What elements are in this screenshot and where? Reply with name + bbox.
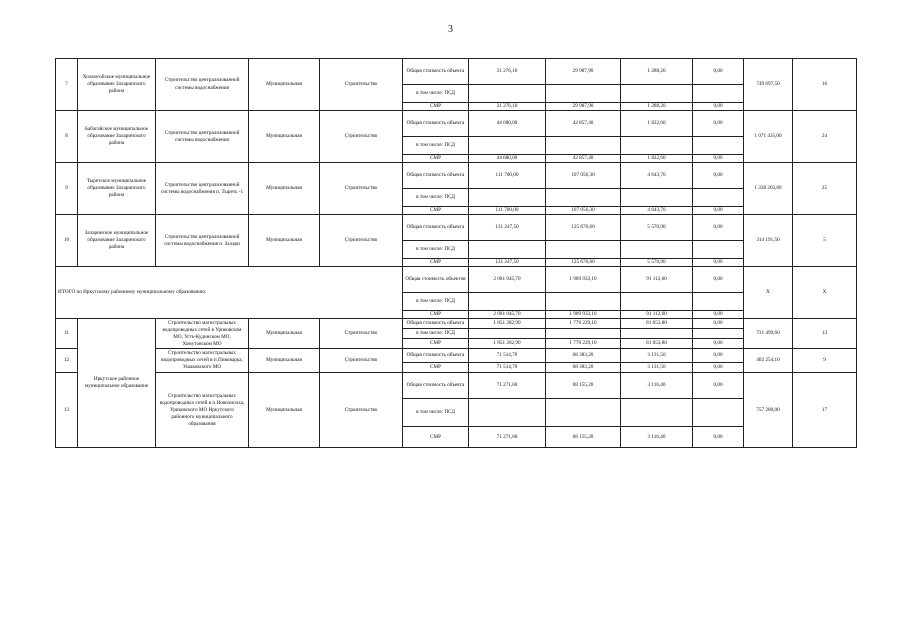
last-value-cell: 25 bbox=[793, 163, 857, 215]
regional-funds-cell bbox=[621, 85, 693, 103]
federal-funds-cell: 1 770 229,10 bbox=[546, 319, 621, 329]
table-row bbox=[56, 215, 857, 241]
regional-funds-cell: 3 131,50 bbox=[621, 349, 693, 363]
municipality-cell: Бабагайское муниципальное образование Заларинского района bbox=[78, 111, 156, 163]
cost-line-label: Общая стоимость объекта bbox=[403, 373, 469, 399]
regional-funds-cell: 91 112,60 bbox=[621, 267, 693, 293]
work-type-cell: Строительство bbox=[320, 111, 403, 163]
regional-funds-cell bbox=[621, 189, 693, 207]
cost-line-label: Общая стоимость объектов bbox=[403, 267, 469, 293]
ownership-cell: Муниципальная bbox=[249, 373, 320, 448]
federal-funds-cell: 29 987,90 bbox=[546, 59, 621, 85]
federal-funds-cell bbox=[546, 329, 621, 339]
regional-funds-cell: 1 822,60 bbox=[621, 155, 693, 163]
regional-funds-cell bbox=[621, 241, 693, 259]
local-funds-cell: 0,00 bbox=[693, 363, 744, 373]
federal-funds-cell: 107 056,30 bbox=[546, 207, 621, 215]
row-number: 10 bbox=[56, 215, 78, 267]
last-value-cell: 13 bbox=[793, 319, 857, 349]
total-last-cell: X bbox=[793, 267, 857, 319]
capacity-cell: 402 254,10 bbox=[744, 349, 793, 373]
row-number: 9 bbox=[56, 163, 78, 215]
local-funds-cell: 0,00 bbox=[693, 207, 744, 215]
total-label: ИТОГО по Иркутскому районному муниципальному образованию: bbox=[56, 267, 403, 319]
row-number: 8 bbox=[56, 111, 78, 163]
regional-funds-cell bbox=[621, 329, 693, 339]
local-funds-cell: 0,00 bbox=[693, 163, 744, 189]
capacity-cell: 1 338 203,80 bbox=[744, 163, 793, 215]
federal-funds-cell: 68 155,20 bbox=[546, 373, 621, 399]
ownership-cell: Муниципальная bbox=[249, 215, 320, 267]
investment-table bbox=[55, 58, 857, 448]
federal-funds-cell: 107 056,30 bbox=[546, 163, 621, 189]
municipality-cell: Холмогойское муниципальное образование Заларинского района bbox=[78, 59, 156, 111]
municipality-cell: Иркутское районное муниципальное образование bbox=[78, 319, 156, 448]
table-row bbox=[56, 163, 857, 189]
local-funds-cell bbox=[693, 399, 744, 427]
work-type-cell: Строительство bbox=[320, 373, 403, 448]
local-funds-cell: 0,00 bbox=[693, 311, 744, 319]
federal-funds-cell bbox=[546, 293, 621, 311]
regional-funds-cell: 1 288,20 bbox=[621, 59, 693, 85]
federal-funds-cell: 1 989 933,10 bbox=[546, 311, 621, 319]
federal-funds-cell bbox=[546, 241, 621, 259]
total-cost-cell bbox=[469, 241, 546, 259]
cost-line-label: Общая стоимость объекта bbox=[403, 111, 469, 137]
regional-funds-cell: 4 643,70 bbox=[621, 163, 693, 189]
total-capacity-cell: X bbox=[744, 267, 793, 319]
object-name-cell: Строительство магистральных водопроводных сетей в Уриковском МО, Усть-Кудинском МО, Хомутовском МО bbox=[156, 319, 249, 349]
cost-line-label: СМР bbox=[403, 259, 469, 267]
cost-line-label: в том числе: ПСД bbox=[403, 189, 469, 207]
local-funds-cell: 0,00 bbox=[693, 259, 744, 267]
total-cost-cell bbox=[469, 399, 546, 427]
federal-funds-cell: 42 857,40 bbox=[546, 111, 621, 137]
cost-line-label: в том числе: ПСД bbox=[403, 85, 469, 103]
federal-funds-cell: 1 770 229,10 bbox=[546, 339, 621, 349]
cost-line-label: СМР bbox=[403, 207, 469, 215]
cost-line-label: СМР bbox=[403, 155, 469, 163]
ownership-cell: Муниципальная bbox=[249, 163, 320, 215]
regional-funds-cell bbox=[621, 293, 693, 311]
local-funds-cell: 0,00 bbox=[693, 427, 744, 448]
cost-line-label: СМР bbox=[403, 363, 469, 373]
cost-line-label: в том числе: ПСД bbox=[403, 399, 469, 427]
regional-funds-cell: 81 053,80 bbox=[621, 339, 693, 349]
row-number: 7 bbox=[56, 59, 78, 111]
regional-funds-cell: 3 116,40 bbox=[621, 427, 693, 448]
cost-line-label: в том числе: ПСД bbox=[403, 137, 469, 155]
regional-funds-cell: 5 570,90 bbox=[621, 259, 693, 267]
local-funds-cell: 0,00 bbox=[693, 319, 744, 329]
total-cost-cell: 111 700,00 bbox=[469, 163, 546, 189]
cost-line-label: СМР bbox=[403, 339, 469, 349]
total-cost-cell bbox=[469, 293, 546, 311]
capacity-cell: 749 697,50 bbox=[744, 59, 793, 111]
object-name-cell: Строительство централизованной системы водоснабжения п. Тыреть -1 bbox=[156, 163, 249, 215]
page-number: 3 bbox=[448, 24, 453, 35]
work-type-cell: Строительство bbox=[320, 215, 403, 267]
federal-funds-cell: 68 383,20 bbox=[546, 349, 621, 363]
local-funds-cell: 0,00 bbox=[693, 103, 744, 111]
local-funds-cell bbox=[693, 293, 744, 311]
federal-funds-cell bbox=[546, 137, 621, 155]
last-value-cell: 5 bbox=[793, 215, 857, 267]
local-funds-cell bbox=[693, 241, 744, 259]
regional-funds-cell: 1 822,60 bbox=[621, 111, 693, 137]
total-cost-cell: 111 700,00 bbox=[469, 207, 546, 215]
object-name-cell: Строительство централизованной системы водоснабжения bbox=[156, 59, 249, 111]
total-cost-cell: 1 851 282,90 bbox=[469, 319, 546, 329]
cost-line-label: СМР bbox=[403, 427, 469, 448]
regional-funds-cell bbox=[621, 399, 693, 427]
federal-funds-cell bbox=[546, 189, 621, 207]
federal-funds-cell: 1 989 933,10 bbox=[546, 267, 621, 293]
regional-funds-cell: 4 643,70 bbox=[621, 207, 693, 215]
total-cost-cell: 71 271,60 bbox=[469, 373, 546, 399]
total-cost-cell: 44 680,00 bbox=[469, 155, 546, 163]
local-funds-cell: 0,00 bbox=[693, 215, 744, 241]
row-number: 11 bbox=[56, 319, 78, 349]
total-cost-cell bbox=[469, 329, 546, 339]
capacity-cell: 757 280,00 bbox=[744, 373, 793, 448]
total-cost-cell: 2 081 045,70 bbox=[469, 311, 546, 319]
cost-line-label: Общая стоимость объекта bbox=[403, 215, 469, 241]
local-funds-cell bbox=[693, 85, 744, 103]
municipality-cell: Заларинское муниципальное образование Заларинского района bbox=[78, 215, 156, 267]
regional-funds-cell bbox=[621, 137, 693, 155]
regional-funds-cell: 1 288,20 bbox=[621, 103, 693, 111]
object-name-cell: Строительство магистральных водопроводных сетей в п.Пивоварка, Ушаковского МО bbox=[156, 349, 249, 373]
last-value-cell: 16 bbox=[793, 59, 857, 111]
capacity-cell: 731 499,60 bbox=[744, 319, 793, 349]
cost-line-label: в том числе: ПСД bbox=[403, 329, 469, 339]
cost-line-label: в том числе: ПСД bbox=[403, 241, 469, 259]
table-row bbox=[56, 111, 857, 137]
cost-line-label: Общая стоимость объекта bbox=[403, 163, 469, 189]
ownership-cell: Муниципальная bbox=[249, 59, 320, 111]
capacity-cell: 1 071 435,00 bbox=[744, 111, 793, 163]
federal-funds-cell bbox=[546, 399, 621, 427]
last-value-cell: 9 bbox=[793, 349, 857, 373]
regional-funds-cell: 81 053,80 bbox=[621, 319, 693, 329]
table-row bbox=[56, 59, 857, 85]
federal-funds-cell: 125 676,60 bbox=[546, 259, 621, 267]
work-type-cell: Строительство bbox=[320, 59, 403, 111]
object-name-cell: Строительство централизованной системы водоснабжения bbox=[156, 111, 249, 163]
total-cost-cell: 71 514,70 bbox=[469, 363, 546, 373]
total-cost-cell: 2 081 045,70 bbox=[469, 267, 546, 293]
regional-funds-cell: 91 112,60 bbox=[621, 311, 693, 319]
total-row bbox=[56, 267, 857, 293]
work-type-cell: Строительство bbox=[320, 349, 403, 373]
ownership-cell: Муниципальная bbox=[249, 349, 320, 373]
cost-line-label: в том числе: ПСД bbox=[403, 293, 469, 311]
total-cost-cell: 131 247,50 bbox=[469, 215, 546, 241]
total-cost-cell bbox=[469, 85, 546, 103]
federal-funds-cell: 68 155,20 bbox=[546, 427, 621, 448]
total-cost-cell: 1 851 282,90 bbox=[469, 339, 546, 349]
local-funds-cell: 0,00 bbox=[693, 339, 744, 349]
local-funds-cell: 0,00 bbox=[693, 267, 744, 293]
capacity-cell: 314 191,50 bbox=[744, 215, 793, 267]
local-funds-cell: 0,00 bbox=[693, 155, 744, 163]
federal-funds-cell: 42 857,40 bbox=[546, 155, 621, 163]
row-number: 13 bbox=[56, 373, 78, 448]
local-funds-cell bbox=[693, 329, 744, 339]
local-funds-cell: 0,00 bbox=[693, 373, 744, 399]
total-cost-cell bbox=[469, 137, 546, 155]
local-funds-cell bbox=[693, 189, 744, 207]
cost-line-label: Общая стоимость объекта bbox=[403, 319, 469, 329]
regional-funds-cell: 5 570,90 bbox=[621, 215, 693, 241]
ownership-cell: Муниципальная bbox=[249, 111, 320, 163]
table-row bbox=[56, 319, 857, 329]
municipality-cell: Тыретское муниципальное образование Заларинского района bbox=[78, 163, 156, 215]
object-name-cell: Строительство централизованной системы водоснабжения п. Залари bbox=[156, 215, 249, 267]
local-funds-cell: 0,00 bbox=[693, 349, 744, 363]
total-cost-cell bbox=[469, 189, 546, 207]
regional-funds-cell: 3 131,50 bbox=[621, 363, 693, 373]
federal-funds-cell bbox=[546, 85, 621, 103]
local-funds-cell bbox=[693, 137, 744, 155]
object-name-cell: Строительство магистральных водопроводных сетей в п.Новолисиха, Уриковского МО Иркутского районного муниципального образования bbox=[156, 373, 249, 448]
federal-funds-cell: 68 383,20 bbox=[546, 363, 621, 373]
total-cost-cell: 31 276,10 bbox=[469, 103, 546, 111]
row-number: 12 bbox=[56, 349, 78, 373]
last-value-cell: 24 bbox=[793, 111, 857, 163]
regional-funds-cell: 3 116,40 bbox=[621, 373, 693, 399]
table-row bbox=[56, 373, 857, 399]
cost-line-label: СМР bbox=[403, 103, 469, 111]
total-cost-cell: 71 271,60 bbox=[469, 427, 546, 448]
federal-funds-cell: 125 676,60 bbox=[546, 215, 621, 241]
cost-line-label: Общая стоимость объекта bbox=[403, 349, 469, 363]
cost-line-label: СМР bbox=[403, 311, 469, 319]
cost-line-label: Общая стоимость объекта bbox=[403, 59, 469, 85]
total-cost-cell: 71 514,70 bbox=[469, 349, 546, 363]
work-type-cell: Строительство bbox=[320, 319, 403, 349]
total-cost-cell: 44 680,00 bbox=[469, 111, 546, 137]
federal-funds-cell: 29 987,90 bbox=[546, 103, 621, 111]
local-funds-cell: 0,00 bbox=[693, 59, 744, 85]
work-type-cell: Строительство bbox=[320, 163, 403, 215]
ownership-cell: Муниципальная bbox=[249, 319, 320, 349]
total-cost-cell: 31 276,10 bbox=[469, 59, 546, 85]
local-funds-cell: 0,00 bbox=[693, 111, 744, 137]
table-row bbox=[56, 349, 857, 363]
total-cost-cell: 131 247,50 bbox=[469, 259, 546, 267]
last-value-cell: 17 bbox=[793, 373, 857, 448]
